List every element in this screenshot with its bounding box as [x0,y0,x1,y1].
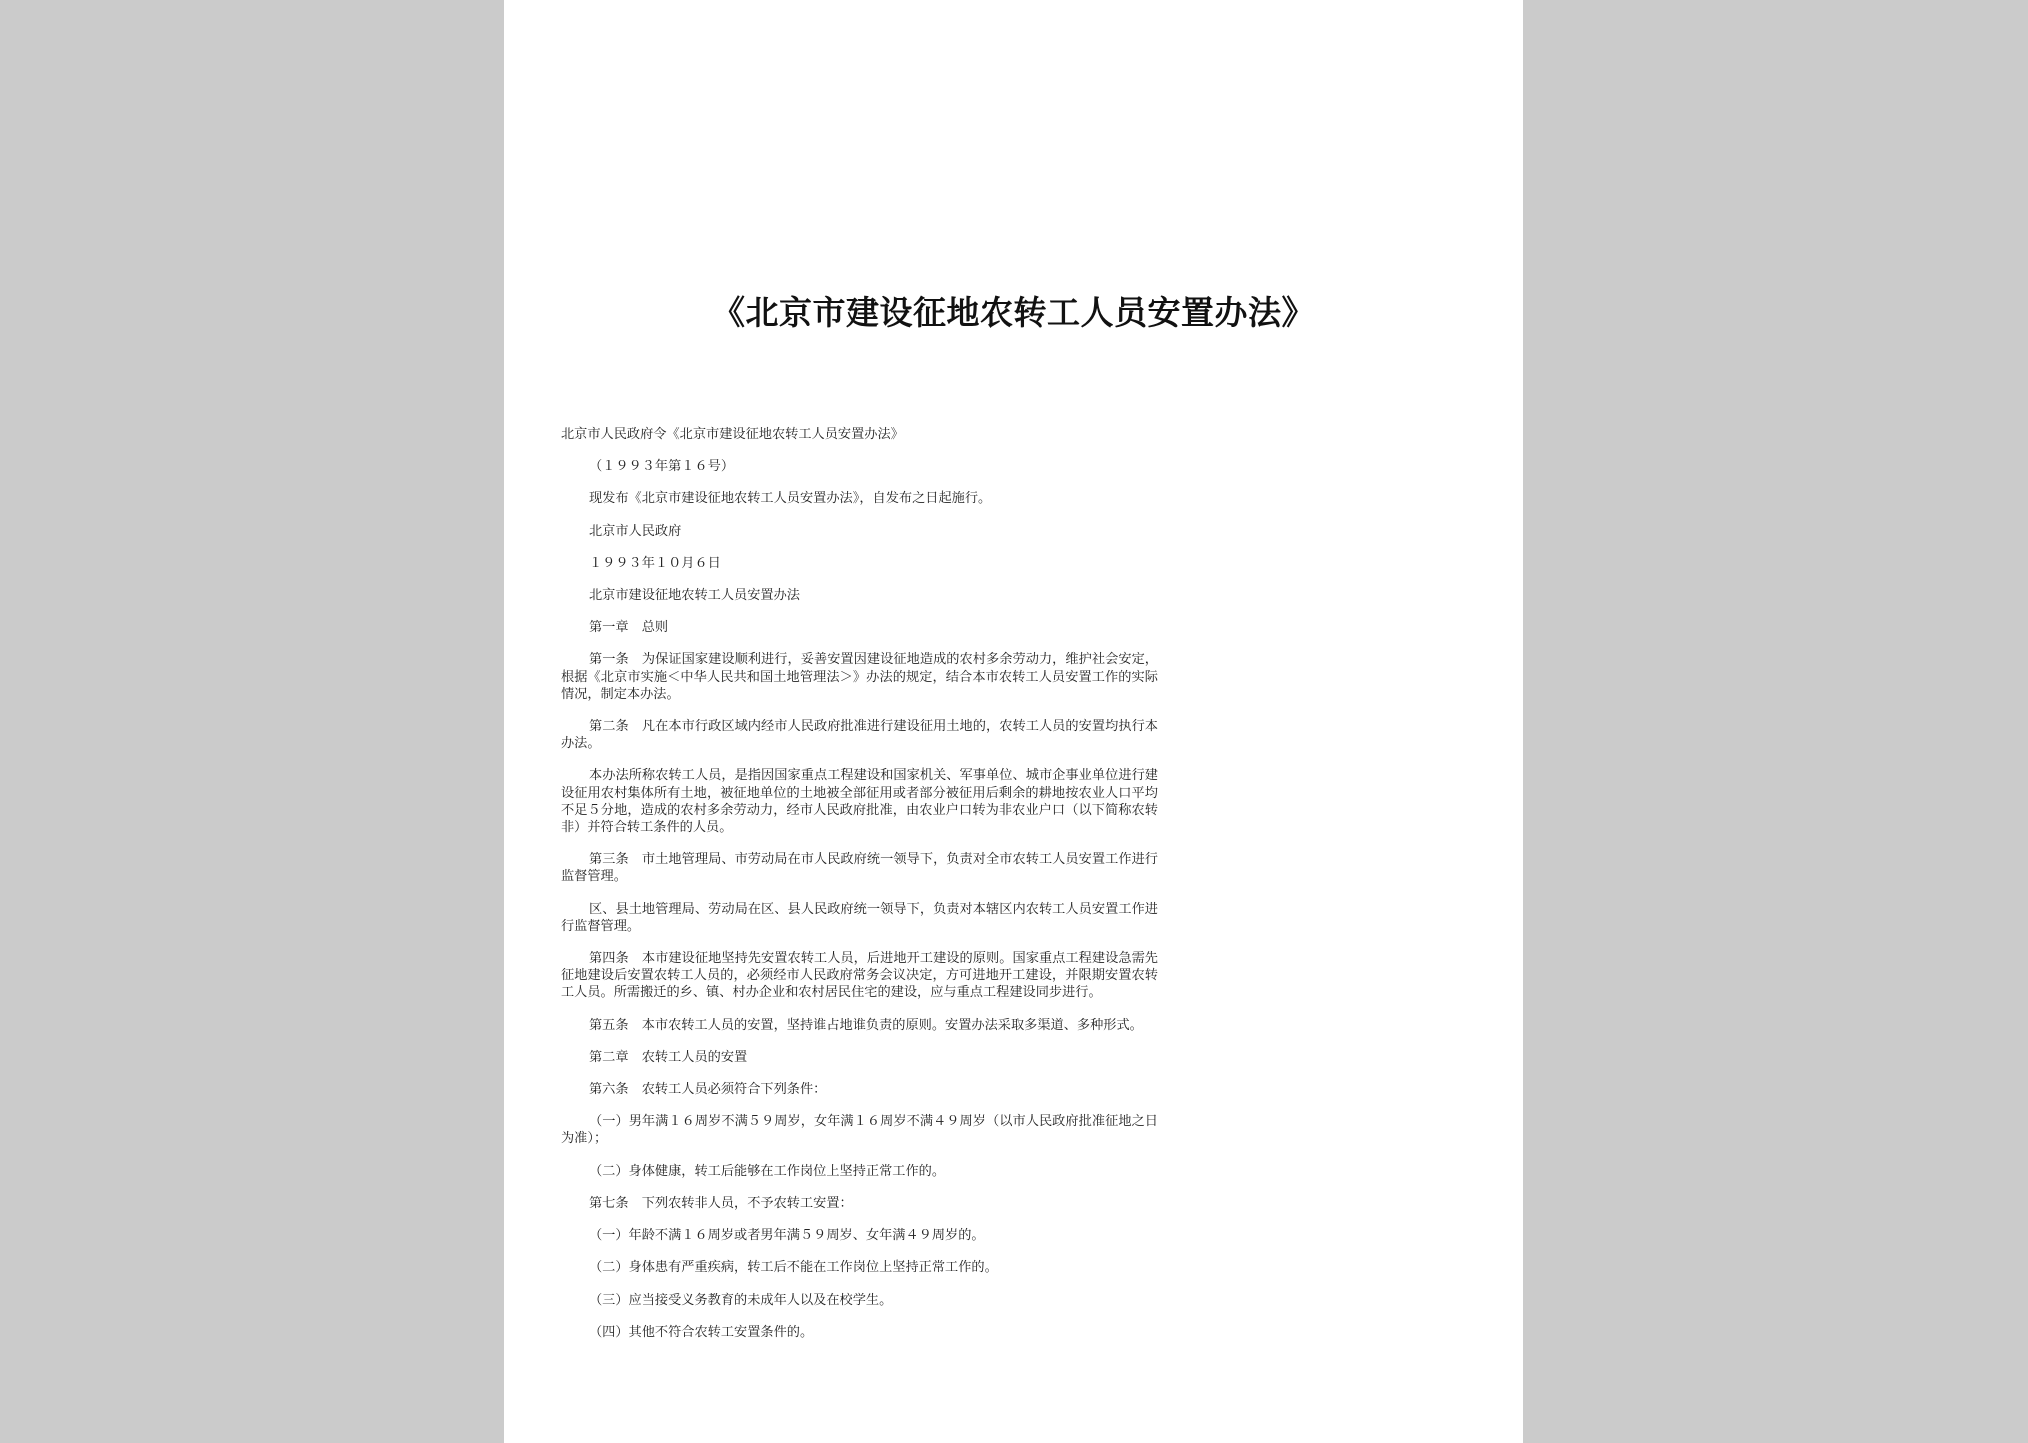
list-item: （一）男年满１６周岁不满５９周岁，女年满１６周岁不满４９周岁（以市人民政府批准征地之日为准）； [561,1114,1158,1147]
list-item: （四）其他不符合农转工安置条件的。 [589,1324,814,1340]
document-body [561,426,1158,1356]
article-paragraph: 第二条 凡在本市行政区域内经市人民政府批准进行建设征用土地的，农转工人员的安置均执行本办法。 [561,719,1158,752]
promulgation-notice: 现发布《北京市建设征地农转工人员安置办法》，自发布之日起施行。 [589,491,992,507]
article-paragraph: 区、县土地管理局、劳动局在区、县人民政府统一领导下，负责对本辖区内农转工人员安置工作进行监督管理。 [561,901,1158,934]
list-item: （二）身体健康，转工后能够在工作岗位上坚持正常工作的。 [589,1163,946,1179]
regulation-title: 北京市建设征地农转工人员安置办法 [589,588,800,604]
issue-date: １９９３年１０月６日 [589,555,721,571]
document-page [504,0,1523,1443]
article-paragraph: 第四条 本市建设征地坚持先安置农转工人员，后进地开工建设的原则。国家重点工程建设急需先征地建设后安置农转工人员的，必须经市人民政府常务会议决定，方可进地开工建设，并限期安置农转工人员。所需搬迁的乡、镇、村办企业和农村居民住宅的建设，应与重点工程建设同步进行。 [561,951,1158,1001]
list-item: （二）身体患有严重疾病，转工后不能在工作岗位上坚持正常工作的。 [589,1260,998,1276]
article-paragraph: 第五条 本市农转工人员的安置，坚持谁占地谁负责的原则。安置办法采取多渠道、多种形式。 [589,1017,1143,1033]
chapter-heading: 第二章 农转工人员的安置 [589,1049,748,1065]
decree-number: （１９９３年第１６号） [589,459,735,475]
list-item: （三）应当接受义务教育的未成年人以及在校学生。 [589,1292,893,1308]
article-paragraph: 第七条 下列农转非人员，不予农转工安置： [589,1195,853,1211]
list-item: （一）年龄不满１６周岁或者男年满５９周岁、女年满４９周岁的。 [589,1228,985,1244]
decree-heading: 北京市人民政府令《北京市建设征地农转工人员安置办法》 [561,427,904,442]
issuing-authority: 北京市人民政府 [589,523,682,539]
article-paragraph: 本办法所称农转工人员，是指因国家重点工程建设和国家机关、军事单位、城市企事业单位进行建设征用农村集体所有土地，被征地单位的土地被全部征用或者部分被征用后剩余的耕地按农业人口平均不足５分地，造成的农村多余劳动力，经市人民政府批准，由农业户口转为非农业户口（以下简称农转非）并符合转工条件的人员。 [561,768,1158,836]
article-paragraph: 第六条 农转工人员必须符合下列条件： [589,1082,827,1098]
document-title: 《北京市建设征地农转工人员安置办法》 [712,293,1315,332]
article-paragraph: 第一条 为保证国家建设顺利进行，妥善安置因建设征地造成的农村多余劳动力，维护社会安定，根据《北京市实施＜中华人民共和国土地管理法＞》办法的规定，结合本市农转工人员安置工作的实际情况，制定本办法。 [561,652,1158,702]
article-paragraph: 第三条 市土地管理局、市劳动局在市人民政府统一领导下，负责对全市农转工人员安置工作进行监督管理。 [561,852,1158,885]
chapter-heading: 第一章 总则 [589,620,669,636]
